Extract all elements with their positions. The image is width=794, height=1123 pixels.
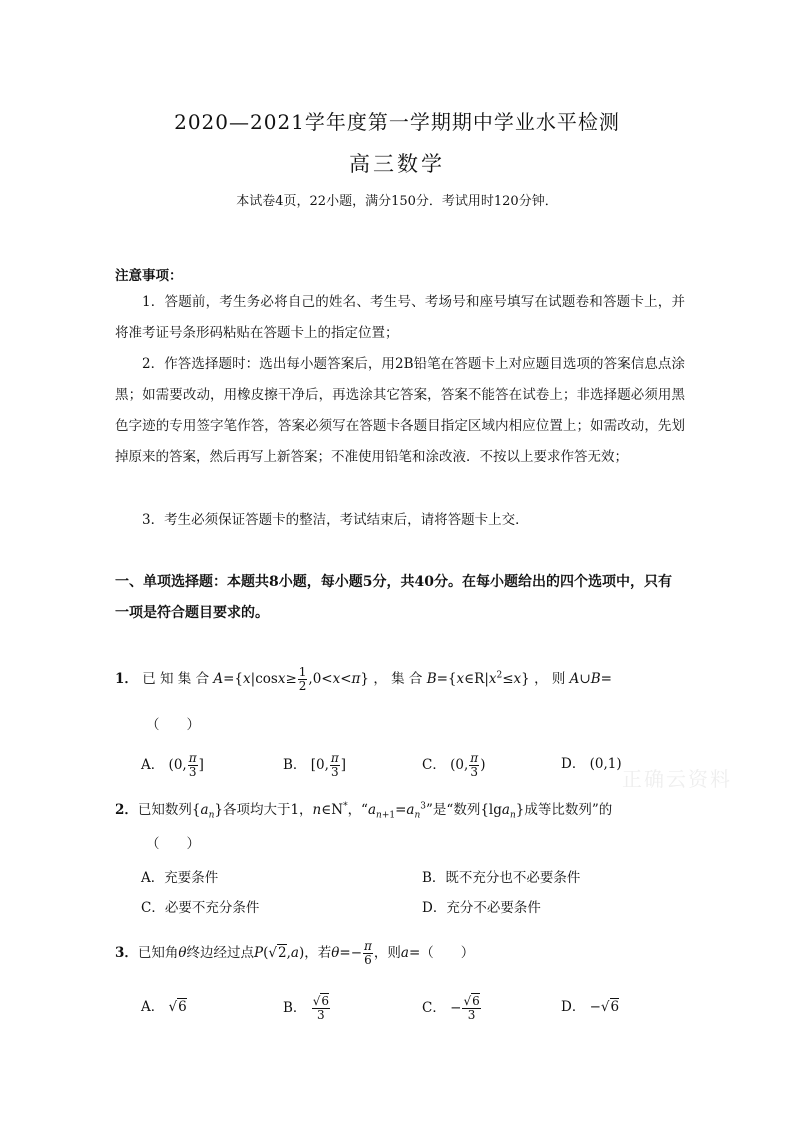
question-text: （ ） [420,945,475,961]
question-2-option-d: D．充分不必要条件 [422,900,541,916]
math-expression: θ=− $\frac{\pi}{6}$ [331,939,372,967]
option-label: A． [141,999,165,1015]
notice-heading: 注意事项： [115,268,183,284]
question-2-option-a: A．充要条件 [141,870,219,886]
option-label: A． [141,757,165,773]
question-2-paren: （ ） [146,836,200,852]
question-1-option-a [141,752,204,779]
math-expression: $\frac{√6}{3}$ [312,994,330,1022]
question-text: 成等比数列”的 [524,802,613,818]
question-number: 2． [115,802,138,818]
exam-title: 2020—2021学年度第一学期期中学业水平检测 [174,110,620,134]
question-text: ，则 [373,945,401,961]
option-label: D． [561,999,586,1015]
math-expression: (0, $\frac{\pi}{3}$ ] [168,751,204,779]
math-expression: 1 [290,802,300,818]
exam-subtitle: 高三数学 [349,152,445,176]
watermark: 正确云资料 [622,767,732,791]
math-expression: {lga$_n$} [480,802,525,821]
math-expression: n∈N* [312,801,348,818]
math-expression: [0, $\frac{\pi}{3}$ ] [310,751,347,779]
notice-item-3: 3．考生必须保证答题卡的整洁，考试结束后，请将答题卡上交． [142,512,529,528]
exam-info: 本试卷4页，22小题，满分150分．考试用时120分钟． [236,194,558,209]
option-label: C． [422,757,446,773]
question-text: ，“ [347,802,368,818]
math-expression: (0, $\frac{\pi}{3}$ ) [450,751,486,779]
question-1-paren: （ ） [146,717,200,733]
question-number: 1． [115,671,138,687]
notice-item-2: 2．作答选择题时：选出每小题答案后，用2B铅笔在答题卡上对应题目选项的答案信息点涂黑；如需要改动，用橡皮擦干净后，再选涂其它答案，答案不能答在试卷上；非选择题必须用黑色字迹的专用签字笔作答，答案必须写在答题卡各题目指定区域内相应位置上；如需改动，先划掉原来的答案，然后再写上新答案；不准使用铅笔和涂改液．不按以上要求作答无效； [115,356,685,465]
math-expression: −√6 [589,999,620,1015]
question-1-stem [115,666,612,693]
math-expression: P(√2,a) [254,945,305,961]
math-expression: a= [400,945,421,961]
question-number: 3． [115,945,138,961]
math-expression: A∪B= [569,671,612,687]
math-expression: $B=\{x\in R|x^2\le x\}$ [426,670,535,687]
question-text: 已知数列 [137,802,192,818]
option-label: D． [561,756,586,772]
question-1-option-c [422,752,485,779]
question-text: 各项均大于 [222,802,291,818]
question-text: ， [299,802,313,818]
question-text: 已 知 集 合 [142,671,210,687]
question-text: ， 集 合 [373,671,423,687]
question-2-option-c: C．必要不充分条件 [141,900,260,916]
math-expression: θ [178,945,187,961]
math-expression: (0,1) [589,756,622,772]
question-1-option-b [283,752,346,779]
question-text: 已知角 [137,945,179,961]
question-1-option-d [561,752,622,772]
question-text: ”是“数列 [426,802,481,818]
option-label: B． [283,757,307,773]
question-3-option-c [422,995,482,1022]
question-3-option-d [561,995,619,1015]
section-heading: 一、单项选择题：本题共8小题，每小题5分，共40分。在每小题给出的四个选项中，只有一项是符合题目要求的。 [115,574,672,621]
question-3-option-a [141,995,187,1015]
math-expression: $\{a_n\}$ [191,802,223,821]
question-2-option-b: B．既不充分也不必要条件 [422,870,581,886]
question-3-option-b [283,995,331,1022]
notice-item-1: 1．答题前，考生务必将自己的姓名、考生号、考场号和座号填写在试题卷和答题卡上，并将准考证号条形码粘贴在答题卡上的指定位置； [115,294,685,341]
question-text: 终边经过点 [186,945,255,961]
question-2-stem [115,798,612,821]
math-expression: √6 [168,999,187,1015]
math-expression: A={x|cosx≥ $\frac{1}{2}$ ,0<x<π} [213,665,374,693]
math-expression: $a_{n+1}=a_n^3$ [367,801,427,821]
option-label: B． [283,1000,307,1016]
question-text: ， 则 [534,671,566,687]
question-3-stem [115,940,474,967]
question-text: ，若 [304,945,332,961]
option-label: C． [422,1000,446,1016]
math-expression: − $\frac{√6}{3}$ [450,994,480,1022]
